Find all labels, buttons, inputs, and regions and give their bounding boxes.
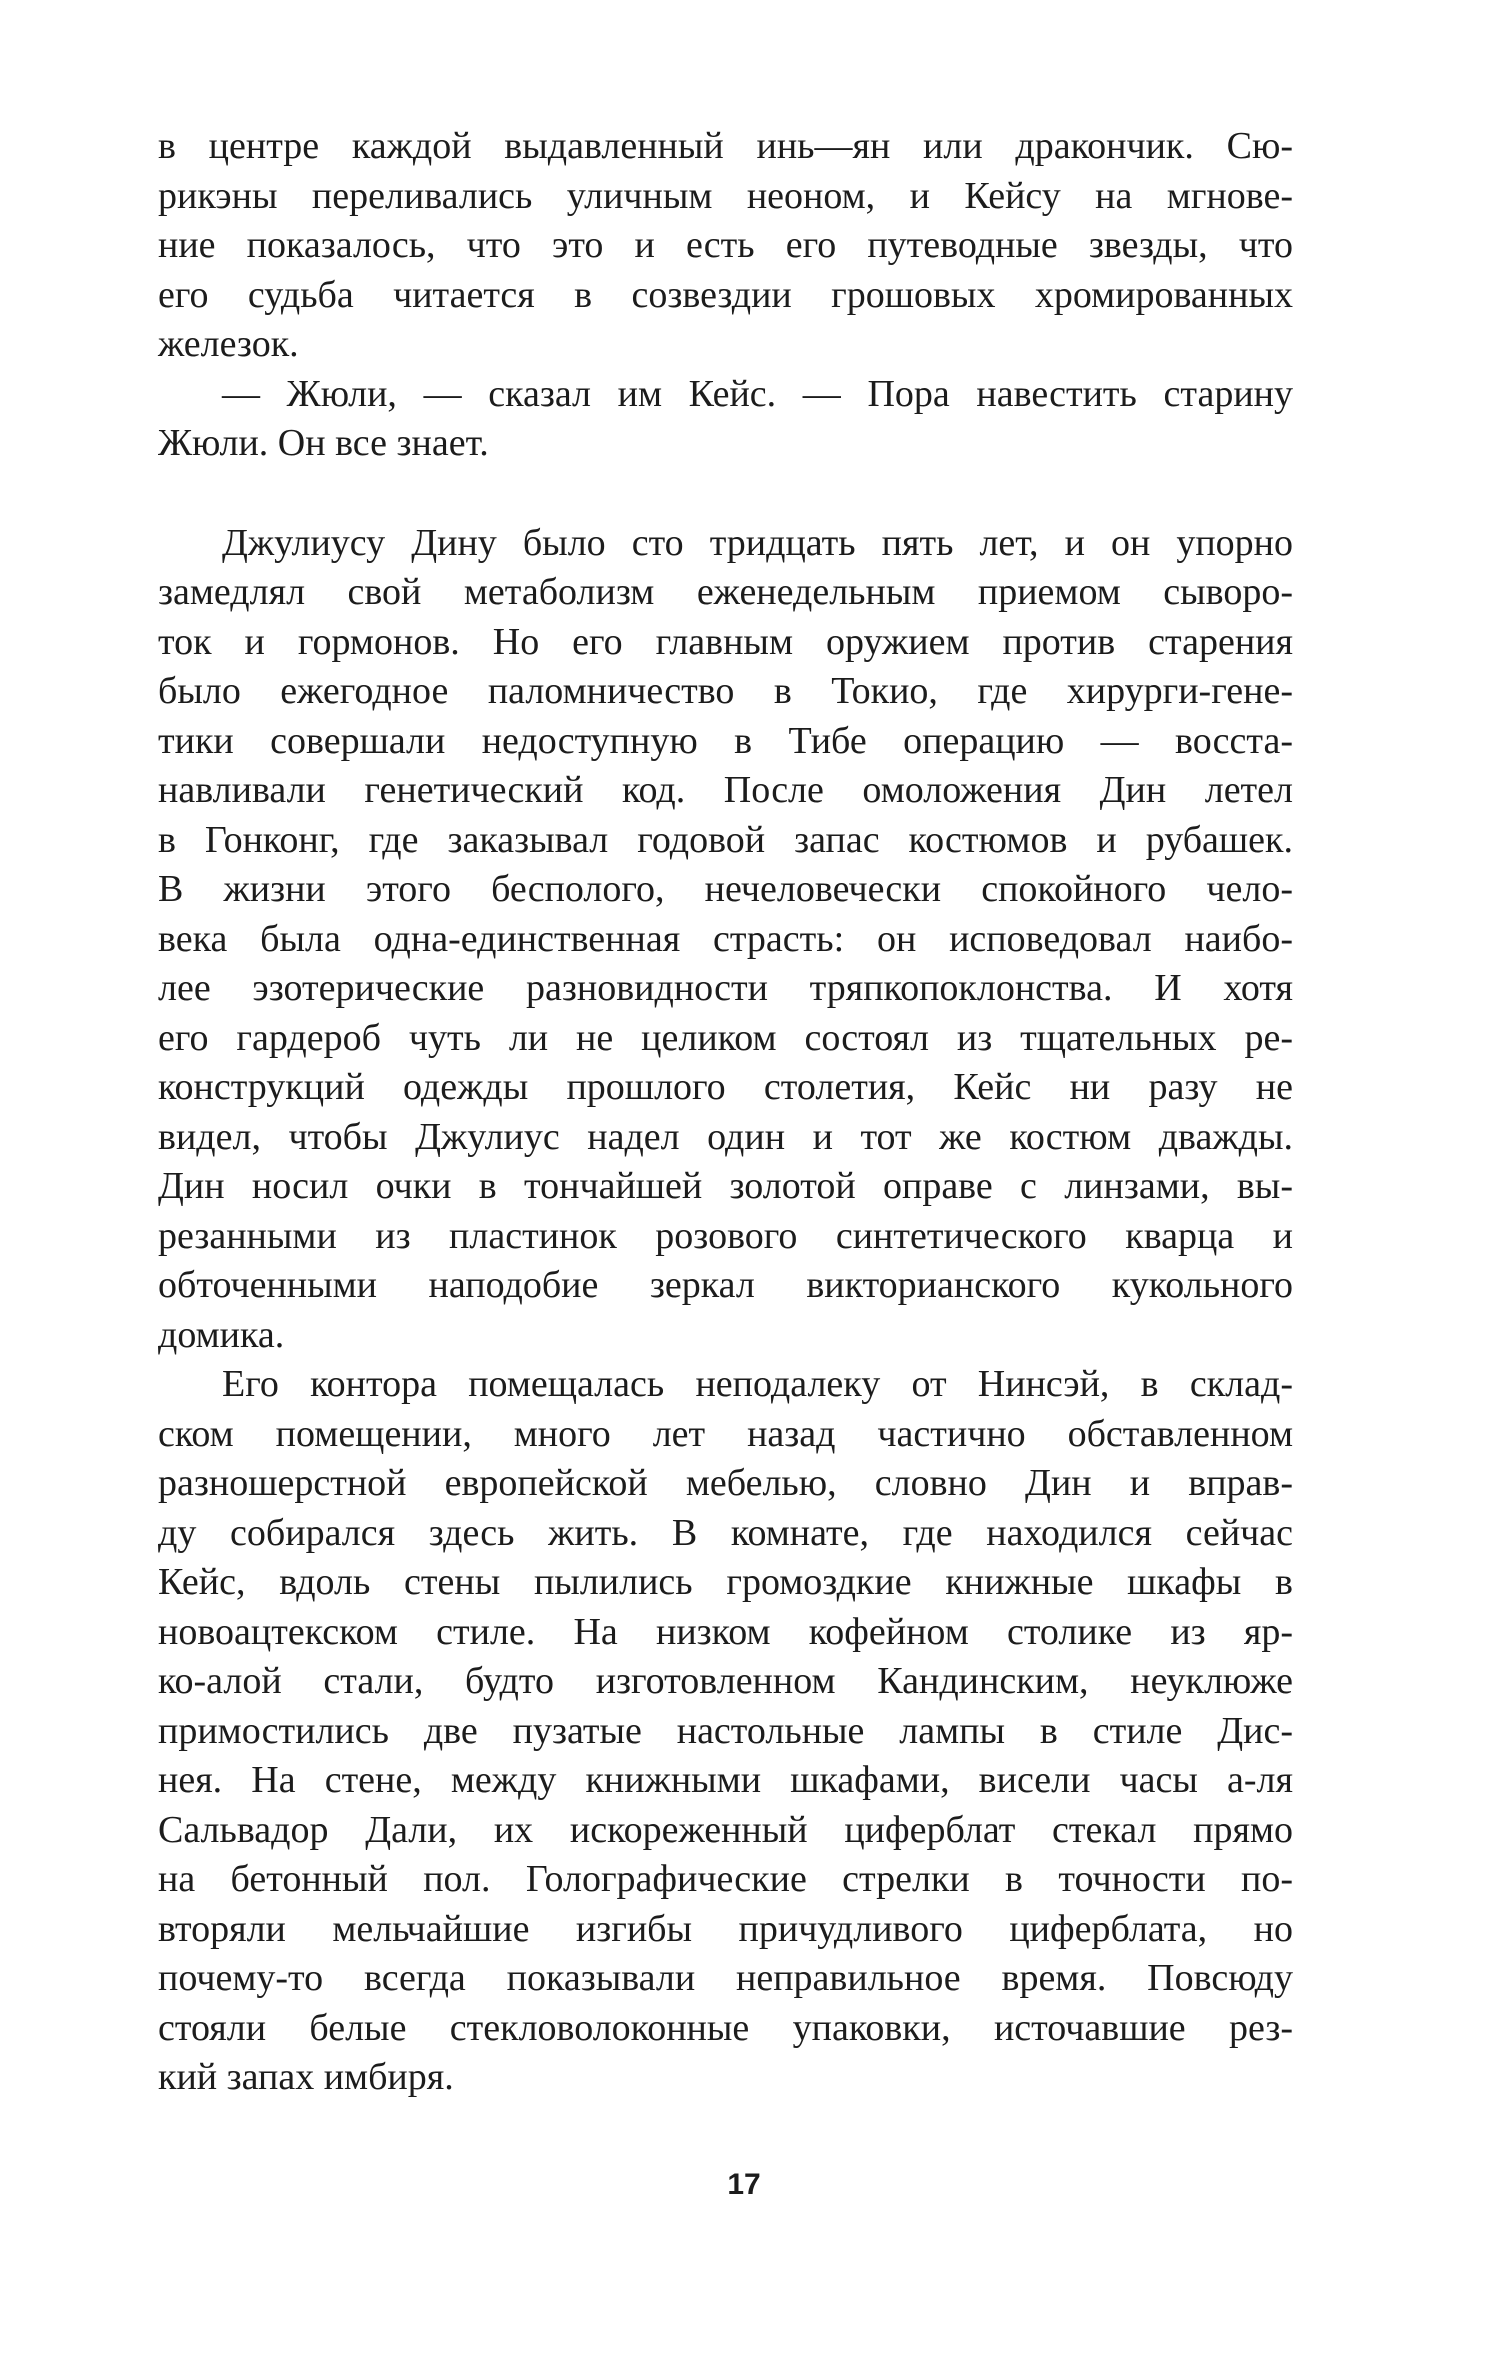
page-number: 17 — [727, 2168, 761, 2201]
text-line: обточенными наподобие зеркал викторианского кукольного — [158, 1264, 1293, 1306]
text-line: конструкций одежды прошлого столетия, Кейс ни разу не — [158, 1066, 1293, 1108]
section-break — [158, 469, 1293, 519]
text-line: Джулиусу Дину было сто тридцать пять лет, и он упорно — [222, 521, 1293, 564]
text-line: тики совершали недоступную в Тибе операцию — восста- — [158, 719, 1293, 762]
text-line: нея. На стене, между книжными шкафами, висели часы а-ля — [158, 1759, 1293, 1801]
text-line: ко-алой стали, будто изготовленном Кандинским, неуклюже — [158, 1660, 1293, 1702]
body-text — [158, 122, 1293, 2103]
text-line: рикэны переливались уличным неоном, и Кейсу на мгнове- — [158, 174, 1293, 217]
text-line: вторяли мельчайшие изгибы причудливого циферблата, но — [158, 1907, 1293, 1950]
text-line: в центре каждой выдавленный инь—ян или дракончик. Сю- — [158, 125, 1293, 167]
text-line: видел, чтобы Джулиус надел один и тот же костюм дважды. — [158, 1115, 1293, 1158]
text-line: железок. — [158, 323, 299, 365]
text-line: замедлял свой метаболизм еженедельным приемом сыворо- — [158, 571, 1293, 613]
paragraph — [158, 519, 1293, 1361]
text-line: Дин носил очки в тончайшей золотой оправе с линзами, вы- — [158, 1165, 1293, 1207]
text-line: новоацтекском стиле. На низком кофейном столике из яр- — [158, 1610, 1293, 1653]
text-line: Его контора помещалась неподалеку от Нинсэй, в склад- — [222, 1363, 1293, 1405]
text-line: ском помещении, много лет назад частично обставленном — [158, 1412, 1293, 1455]
text-line: Кейс, вдоль стены пылились громоздкие книжные шкафы в — [158, 1561, 1293, 1603]
text-line: на бетонный пол. Голографические стрелки в точности по- — [158, 1858, 1293, 1900]
text-line: почему-то всегда показывали неправильное время. Повсюду — [158, 1957, 1293, 1999]
text-line: — Жюли, — сказал им Кейс. — Пора навестить старину — [222, 372, 1293, 415]
text-line: Сальвадор Дали, их искореженный циферблат стекал прямо — [158, 1808, 1293, 1851]
text-line: ду собирался здесь жить. В комнате, где находился сейчас — [158, 1511, 1293, 1554]
text-line: в Гонконг, где заказывал годовой запас костюмов и рубашек. — [158, 818, 1293, 861]
paragraph — [158, 1360, 1293, 2103]
text-line: навливали генетический код. После омоложения Дин летел — [158, 769, 1293, 811]
text-line: ток и гормонов. Но его главным оружием против старения — [158, 620, 1293, 663]
text-line: его судьба читается в созвездии грошовых хромированных — [158, 273, 1293, 316]
text-line: домика. — [158, 1313, 285, 1356]
text-line: стояли белые стекловолоконные упаковки, источавшие рез- — [158, 2006, 1293, 2049]
text-line: резанными из пластинок розового синтетического кварца и — [158, 1214, 1293, 1257]
text-line: Жюли. Он все знает. — [158, 422, 489, 464]
text-line: разношерстной европейской мебелью, словно Дин и вправ- — [158, 1462, 1293, 1504]
paragraph — [158, 370, 1293, 469]
text-line: кий запах имбиря. — [158, 2056, 454, 2098]
text-line: В жизни этого бесполого, нечеловечески спокойного чело- — [158, 868, 1293, 910]
text-line: лее эзотерические разновидности тряпкопоклонства. И хотя — [158, 967, 1293, 1009]
paragraph — [158, 122, 1293, 370]
text-line: его гардероб чуть ли не целиком состоял из тщательных ре- — [158, 1016, 1293, 1059]
text-line: было ежегодное паломничество в Токио, где хирурги-гене- — [158, 670, 1293, 712]
text-line: примостились две пузатые настольные лампы в стиле Дис- — [158, 1709, 1293, 1752]
text-line: века была одна-единственная страсть: он исповедовал наибо- — [158, 917, 1293, 960]
text-line: ние показалось, что это и есть его путеводные звезды, что — [158, 224, 1293, 266]
